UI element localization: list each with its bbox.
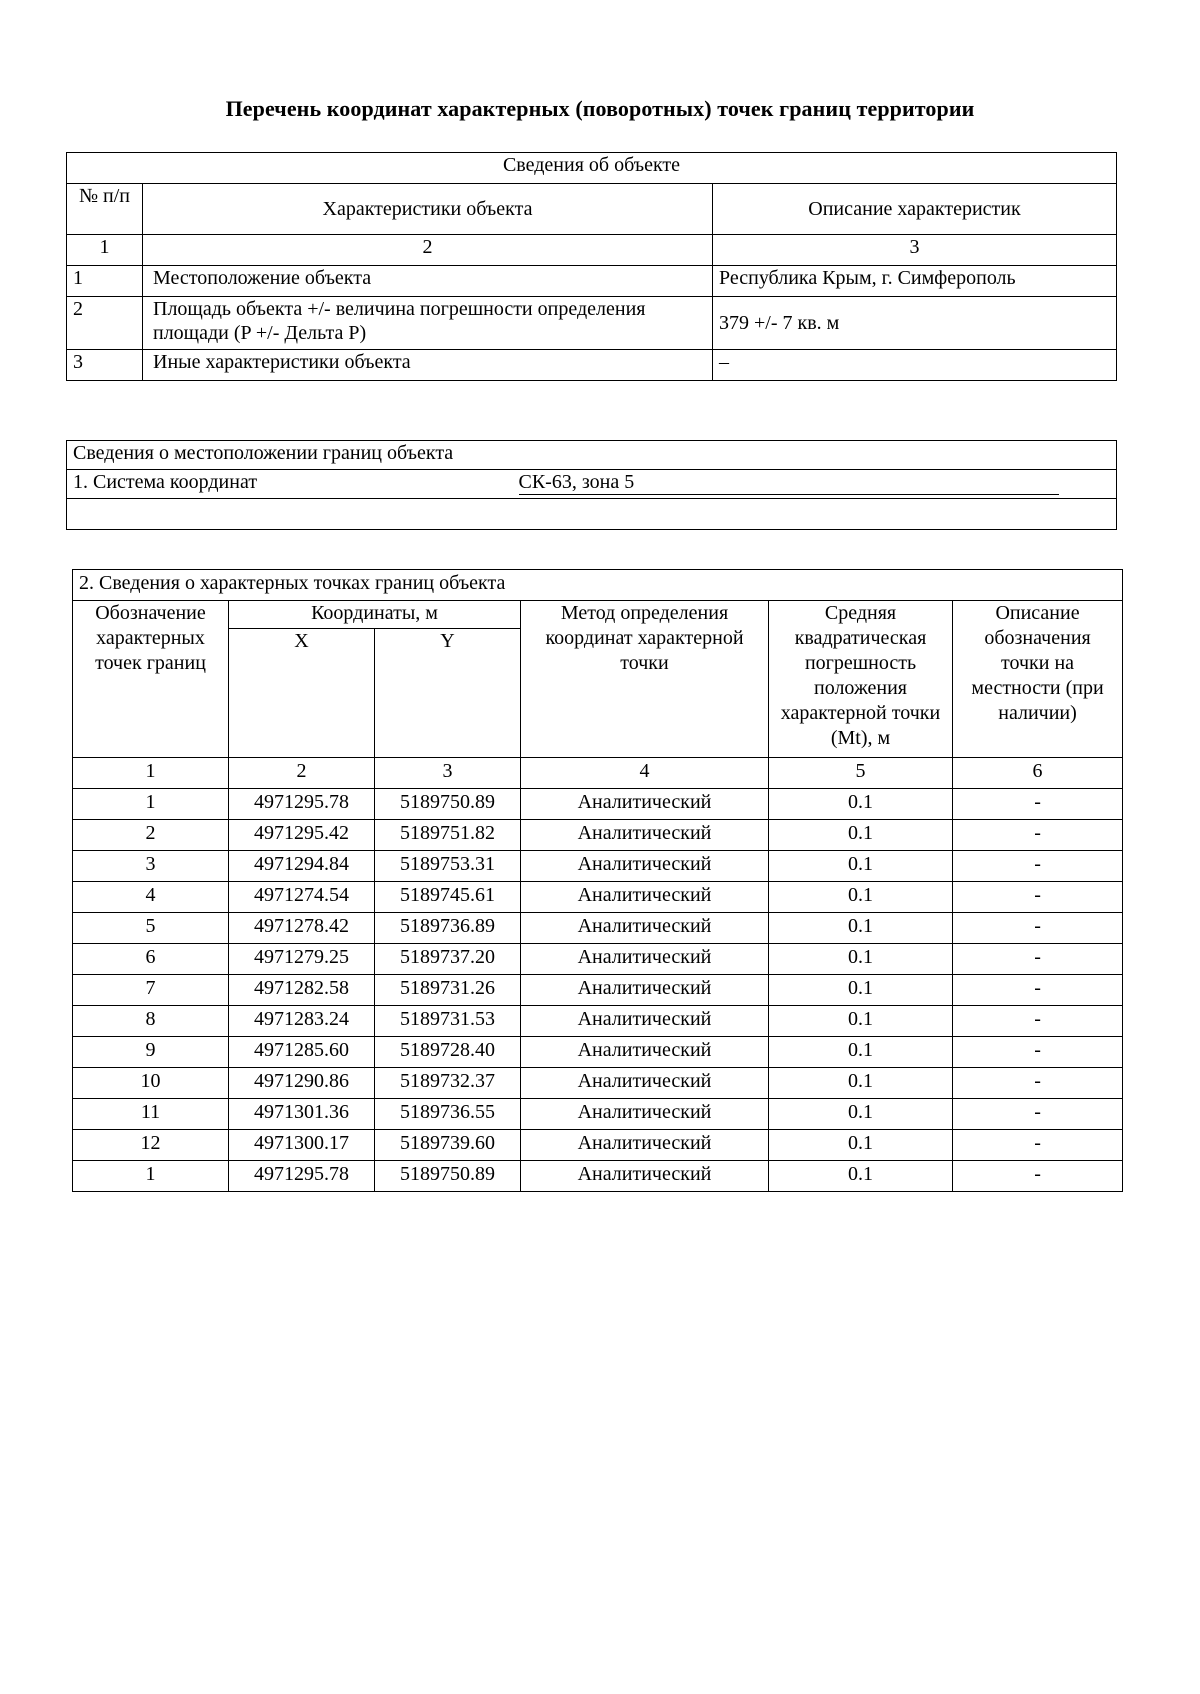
col-header-designation: Обозначение характерных точек границ xyxy=(73,601,229,758)
point-x: 4971285.60 xyxy=(229,1037,375,1068)
col-number-4: 4 xyxy=(521,758,769,789)
point-mt: 0.1 xyxy=(769,882,953,913)
table-row xyxy=(73,882,1123,913)
point-number: 2 xyxy=(73,820,229,851)
point-y: 5189750.89 xyxy=(375,1161,521,1192)
row-characteristic: Местоположение объекта xyxy=(143,266,713,297)
point-y: 5189732.37 xyxy=(375,1068,521,1099)
col-number-2: 2 xyxy=(229,758,375,789)
col-header-point-description: Описание обозначения точки на местности (при наличии) xyxy=(953,601,1123,758)
col-header-characteristic: Характеристики объекта xyxy=(143,184,713,235)
table-row xyxy=(67,350,1117,381)
point-x: 4971283.24 xyxy=(229,1006,375,1037)
point-y: 5189736.55 xyxy=(375,1099,521,1130)
table-row xyxy=(73,851,1123,882)
point-x: 4971274.54 xyxy=(229,882,375,913)
point-x: 4971279.25 xyxy=(229,944,375,975)
point-number: 6 xyxy=(73,944,229,975)
point-description: - xyxy=(953,1130,1123,1161)
point-y: 5189745.61 xyxy=(375,882,521,913)
table-row xyxy=(67,266,1117,297)
point-description: - xyxy=(953,944,1123,975)
object-section-header: Сведения об объекте xyxy=(67,153,1117,184)
col-number-1: 1 xyxy=(67,235,143,266)
point-x: 4971295.78 xyxy=(229,789,375,820)
point-mt: 0.1 xyxy=(769,944,953,975)
row-value: Республика Крым, г. Симферополь xyxy=(713,266,1117,297)
coord-system-value: СК-63, зона 5 xyxy=(447,470,1117,499)
row-number: 1 xyxy=(67,266,143,297)
point-mt: 0.1 xyxy=(769,1130,953,1161)
col-number-3: 3 xyxy=(713,235,1117,266)
coord-system-label: 1. Система координат xyxy=(67,470,447,499)
point-method: Аналитический xyxy=(521,851,769,882)
col-header-y: Y xyxy=(375,628,521,757)
table-row xyxy=(73,975,1123,1006)
point-x: 4971295.42 xyxy=(229,820,375,851)
point-y: 5189751.82 xyxy=(375,820,521,851)
col-number-2: 2 xyxy=(143,235,713,266)
point-number: 1 xyxy=(73,1161,229,1192)
point-y: 5189750.89 xyxy=(375,789,521,820)
point-x: 4971300.17 xyxy=(229,1130,375,1161)
point-description: - xyxy=(953,882,1123,913)
point-y: 5189736.89 xyxy=(375,913,521,944)
table-row xyxy=(73,820,1123,851)
point-y: 5189753.31 xyxy=(375,851,521,882)
point-description: - xyxy=(953,1006,1123,1037)
point-description: - xyxy=(953,851,1123,882)
point-mt: 0.1 xyxy=(769,1068,953,1099)
point-number: 3 xyxy=(73,851,229,882)
point-method: Аналитический xyxy=(521,1006,769,1037)
boundary-points-table xyxy=(72,569,1123,1192)
point-y: 5189737.20 xyxy=(375,944,521,975)
row-characteristic: Площадь объекта +/- величина погрешности определения площади (P +/- Дельта P) xyxy=(143,297,713,350)
point-method: Аналитический xyxy=(521,1037,769,1068)
col-header-method: Метод определения координат характерной точки xyxy=(521,601,769,758)
point-number: 7 xyxy=(73,975,229,1006)
point-method: Аналитический xyxy=(521,1099,769,1130)
point-description: - xyxy=(953,1161,1123,1192)
point-description: - xyxy=(953,975,1123,1006)
table-row xyxy=(73,1068,1123,1099)
point-description: - xyxy=(953,1037,1123,1068)
point-number: 5 xyxy=(73,913,229,944)
point-mt: 0.1 xyxy=(769,1099,953,1130)
point-x: 4971301.36 xyxy=(229,1099,375,1130)
point-number: 1 xyxy=(73,789,229,820)
point-method: Аналитический xyxy=(521,1161,769,1192)
table-row xyxy=(73,1099,1123,1130)
boundary-info-table xyxy=(66,440,1117,530)
point-mt: 0.1 xyxy=(769,1006,953,1037)
point-number: 11 xyxy=(73,1099,229,1130)
table-row xyxy=(73,1006,1123,1037)
point-number: 10 xyxy=(73,1068,229,1099)
point-mt: 0.1 xyxy=(769,913,953,944)
point-x: 4971278.42 xyxy=(229,913,375,944)
point-description: - xyxy=(953,1068,1123,1099)
point-number: 8 xyxy=(73,1006,229,1037)
point-method: Аналитический xyxy=(521,820,769,851)
point-method: Аналитический xyxy=(521,882,769,913)
col-header-description: Описание характеристик xyxy=(713,184,1117,235)
document-title: Перечень координат характерных (поворотных) точек границ территории xyxy=(225,96,975,121)
col-number-5: 5 xyxy=(769,758,953,789)
point-y: 5189728.40 xyxy=(375,1037,521,1068)
point-method: Аналитический xyxy=(521,789,769,820)
boundary-section-header: Сведения о местоположении границ объекта xyxy=(67,441,1117,470)
col-number-1: 1 xyxy=(73,758,229,789)
table-row xyxy=(73,1130,1123,1161)
point-mt: 0.1 xyxy=(769,975,953,1006)
row-characteristic: Иные характеристики объекта xyxy=(143,350,713,381)
table-row xyxy=(73,1037,1123,1068)
point-y: 5189731.53 xyxy=(375,1006,521,1037)
object-info-table xyxy=(66,152,1117,381)
point-y: 5189731.26 xyxy=(375,975,521,1006)
point-mt: 0.1 xyxy=(769,789,953,820)
points-section-header: 2. Сведения о характерных точках границ объекта xyxy=(73,570,1123,601)
table-row xyxy=(73,1161,1123,1192)
point-description: - xyxy=(953,913,1123,944)
point-method: Аналитический xyxy=(521,1068,769,1099)
point-number: 12 xyxy=(73,1130,229,1161)
table-row xyxy=(73,789,1123,820)
point-mt: 0.1 xyxy=(769,1161,953,1192)
col-number-3: 3 xyxy=(375,758,521,789)
point-description: - xyxy=(953,820,1123,851)
row-number: 2 xyxy=(67,297,143,350)
table-row xyxy=(67,297,1117,350)
row-value: – xyxy=(713,350,1117,381)
point-x: 4971295.78 xyxy=(229,1161,375,1192)
point-mt: 0.1 xyxy=(769,851,953,882)
col-header-number: № п/п xyxy=(67,184,143,235)
point-method: Аналитический xyxy=(521,975,769,1006)
point-x: 4971290.86 xyxy=(229,1068,375,1099)
point-x: 4971282.58 xyxy=(229,975,375,1006)
table-row xyxy=(73,944,1123,975)
point-description: - xyxy=(953,789,1123,820)
col-header-x: X xyxy=(229,628,375,757)
point-number: 4 xyxy=(73,882,229,913)
point-method: Аналитический xyxy=(521,913,769,944)
point-description: - xyxy=(953,1099,1123,1130)
row-value: 379 +/- 7 кв. м xyxy=(713,297,1117,350)
point-mt: 0.1 xyxy=(769,820,953,851)
point-x: 4971294.84 xyxy=(229,851,375,882)
row-number: 3 xyxy=(67,350,143,381)
point-method: Аналитический xyxy=(521,944,769,975)
point-mt: 0.1 xyxy=(769,1037,953,1068)
point-y: 5189739.60 xyxy=(375,1130,521,1161)
table-row xyxy=(73,913,1123,944)
col-header-coords: Координаты, м xyxy=(229,601,521,629)
col-header-error: Средняя квадратическая погрешность положения характерной точки (Mt), м xyxy=(769,601,953,758)
point-method: Аналитический xyxy=(521,1130,769,1161)
col-number-6: 6 xyxy=(953,758,1123,789)
empty-row xyxy=(67,499,1117,530)
point-number: 9 xyxy=(73,1037,229,1068)
